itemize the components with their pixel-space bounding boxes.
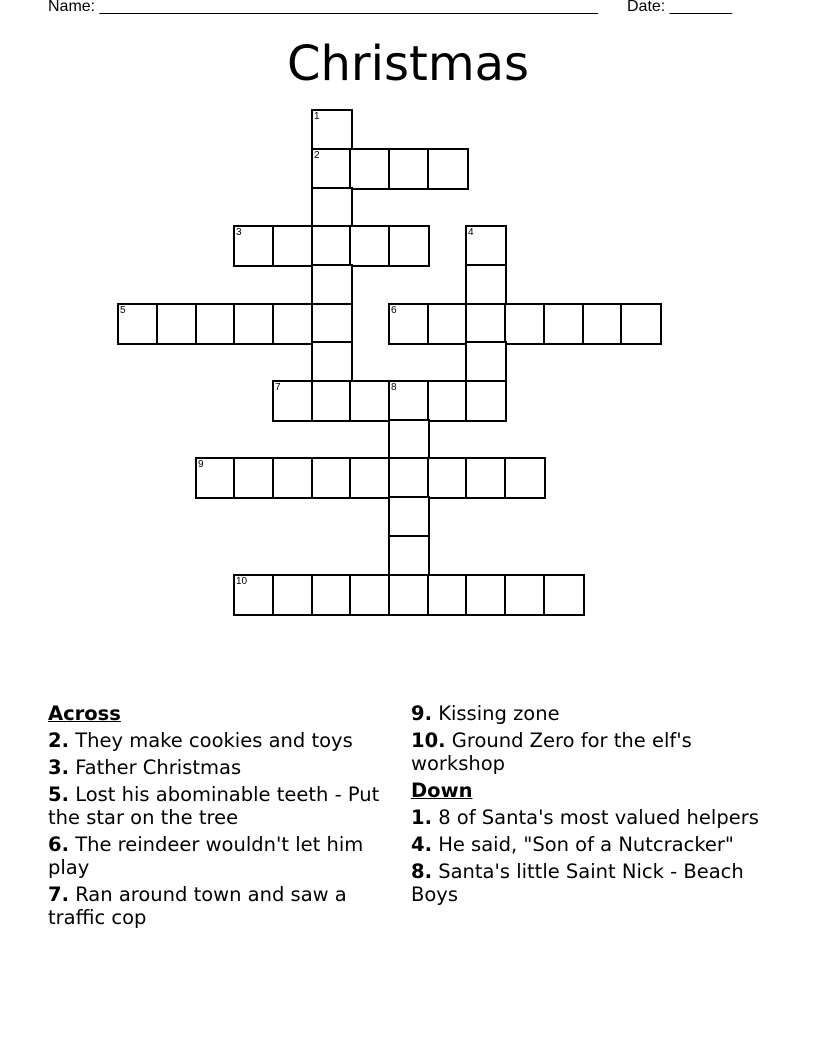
grid-cell[interactable]: [465, 574, 507, 616]
down-clue: [411, 833, 771, 856]
cell-number: 8: [391, 382, 397, 393]
clue-text: Ground Zero for the elf's workshop: [411, 729, 692, 775]
grid-cell[interactable]: [388, 535, 430, 577]
grid-cell[interactable]: [388, 574, 430, 616]
clue-text: The reindeer wouldn't let him play: [48, 833, 364, 879]
grid-cell[interactable]: [620, 303, 662, 345]
grid-cell[interactable]: [195, 303, 237, 345]
grid-cell[interactable]: [543, 303, 585, 345]
clue-number: 8.: [411, 860, 432, 883]
clue-text: They make cookies and toys: [75, 729, 353, 752]
grid-cell[interactable]: [311, 303, 353, 345]
clue-number: 7.: [48, 883, 69, 906]
grid-cell[interactable]: [233, 457, 275, 499]
grid-cell[interactable]: [311, 148, 353, 190]
grid-cell[interactable]: [311, 574, 353, 616]
grid-cell[interactable]: [427, 380, 469, 422]
grid-cell[interactable]: [504, 457, 546, 499]
grid-cell[interactable]: [427, 303, 469, 345]
grid-cell[interactable]: [504, 574, 546, 616]
grid-cell[interactable]: [465, 225, 507, 267]
grid-cell[interactable]: [311, 457, 353, 499]
grid-cell[interactable]: [349, 380, 391, 422]
clue-number: 4.: [411, 833, 432, 856]
cell-number: 4: [468, 227, 474, 238]
down-clue: [411, 860, 771, 906]
clue-text: Ran around town and saw a traffic cop: [48, 883, 347, 929]
cell-number: 1: [314, 111, 320, 122]
cell-number: 2: [314, 150, 320, 161]
grid-cell[interactable]: [311, 187, 353, 229]
across-clue: [48, 756, 393, 779]
grid-cell[interactable]: [272, 225, 314, 267]
cell-number: 9: [198, 459, 204, 470]
grid-cell[interactable]: [349, 148, 391, 190]
grid-cell[interactable]: [543, 574, 585, 616]
grid-cell[interactable]: [233, 303, 275, 345]
grid-cell[interactable]: [349, 225, 391, 267]
grid-cell[interactable]: [117, 303, 159, 345]
grid-cell[interactable]: [272, 457, 314, 499]
grid-cell[interactable]: [427, 574, 469, 616]
grid-cell[interactable]: [388, 496, 430, 538]
clue-number: 10.: [411, 729, 446, 752]
across-clue: [411, 702, 771, 725]
clue-text: Santa's little Saint Nick - Beach Boys: [411, 860, 744, 906]
grid-cell[interactable]: [195, 457, 237, 499]
cell-number: 5: [120, 305, 126, 316]
grid-cell[interactable]: [349, 457, 391, 499]
grid-cell[interactable]: [388, 225, 430, 267]
down-heading: Down: [411, 779, 473, 802]
grid-cell[interactable]: [427, 148, 469, 190]
grid-cell[interactable]: [272, 303, 314, 345]
clue-text: Kissing zone: [438, 702, 560, 725]
grid-cell[interactable]: [311, 225, 353, 267]
clue-number: 5.: [48, 783, 69, 806]
clue-number: 1.: [411, 806, 432, 829]
cell-number: 3: [236, 227, 242, 238]
across-clue: [48, 883, 393, 929]
grid-cell[interactable]: [465, 264, 507, 306]
grid-cell[interactable]: [388, 419, 430, 461]
grid-cell[interactable]: [272, 574, 314, 616]
grid-cell[interactable]: [465, 380, 507, 422]
clue-number: 3.: [48, 756, 69, 779]
grid-cell[interactable]: [504, 303, 546, 345]
cell-number: 10: [236, 576, 248, 587]
grid-cell[interactable]: [311, 264, 353, 306]
clues-left-column: [48, 702, 393, 933]
grid-cell[interactable]: [349, 574, 391, 616]
clue-text: Lost his abominable teeth - Put the star on the tree: [48, 783, 380, 829]
across-clue: [48, 833, 393, 879]
across-clue: [48, 729, 393, 752]
grid-cell[interactable]: [311, 341, 353, 383]
grid-cell[interactable]: [465, 303, 507, 345]
name-field[interactable]: Name: ________________________________________________________: [48, 0, 598, 15]
across-heading: Across: [48, 702, 121, 725]
grid-cell[interactable]: [156, 303, 198, 345]
grid-cell[interactable]: [582, 303, 624, 345]
grid-cell[interactable]: [311, 109, 353, 151]
grid-cell[interactable]: [388, 380, 430, 422]
cell-number: 7: [275, 382, 281, 393]
grid-cell[interactable]: [427, 457, 469, 499]
cell-number: 6: [391, 305, 397, 316]
clue-text: He said, "Son of a Nutcracker": [438, 833, 734, 856]
page-title: Christmas: [286, 36, 529, 92]
grid-cell[interactable]: [233, 574, 275, 616]
clue-number: 9.: [411, 702, 432, 725]
clue-number: 2.: [48, 729, 69, 752]
date-field[interactable]: Date: _______: [627, 0, 732, 15]
grid-cell[interactable]: [311, 380, 353, 422]
clue-text: 8 of Santa's most valued helpers: [438, 806, 759, 829]
grid-cell[interactable]: [388, 303, 430, 345]
grid-cell[interactable]: [388, 457, 430, 499]
down-clue: [411, 806, 771, 829]
grid-cell[interactable]: [388, 148, 430, 190]
across-clue: [48, 783, 393, 829]
clue-number: 6.: [48, 833, 69, 856]
clue-text: Father Christmas: [75, 756, 242, 779]
grid-cell[interactable]: [272, 380, 314, 422]
clues-right-column: [411, 702, 771, 910]
across-clue: [411, 729, 771, 775]
grid-cell[interactable]: [465, 341, 507, 383]
grid-cell[interactable]: [233, 225, 275, 267]
grid-cell[interactable]: [465, 457, 507, 499]
